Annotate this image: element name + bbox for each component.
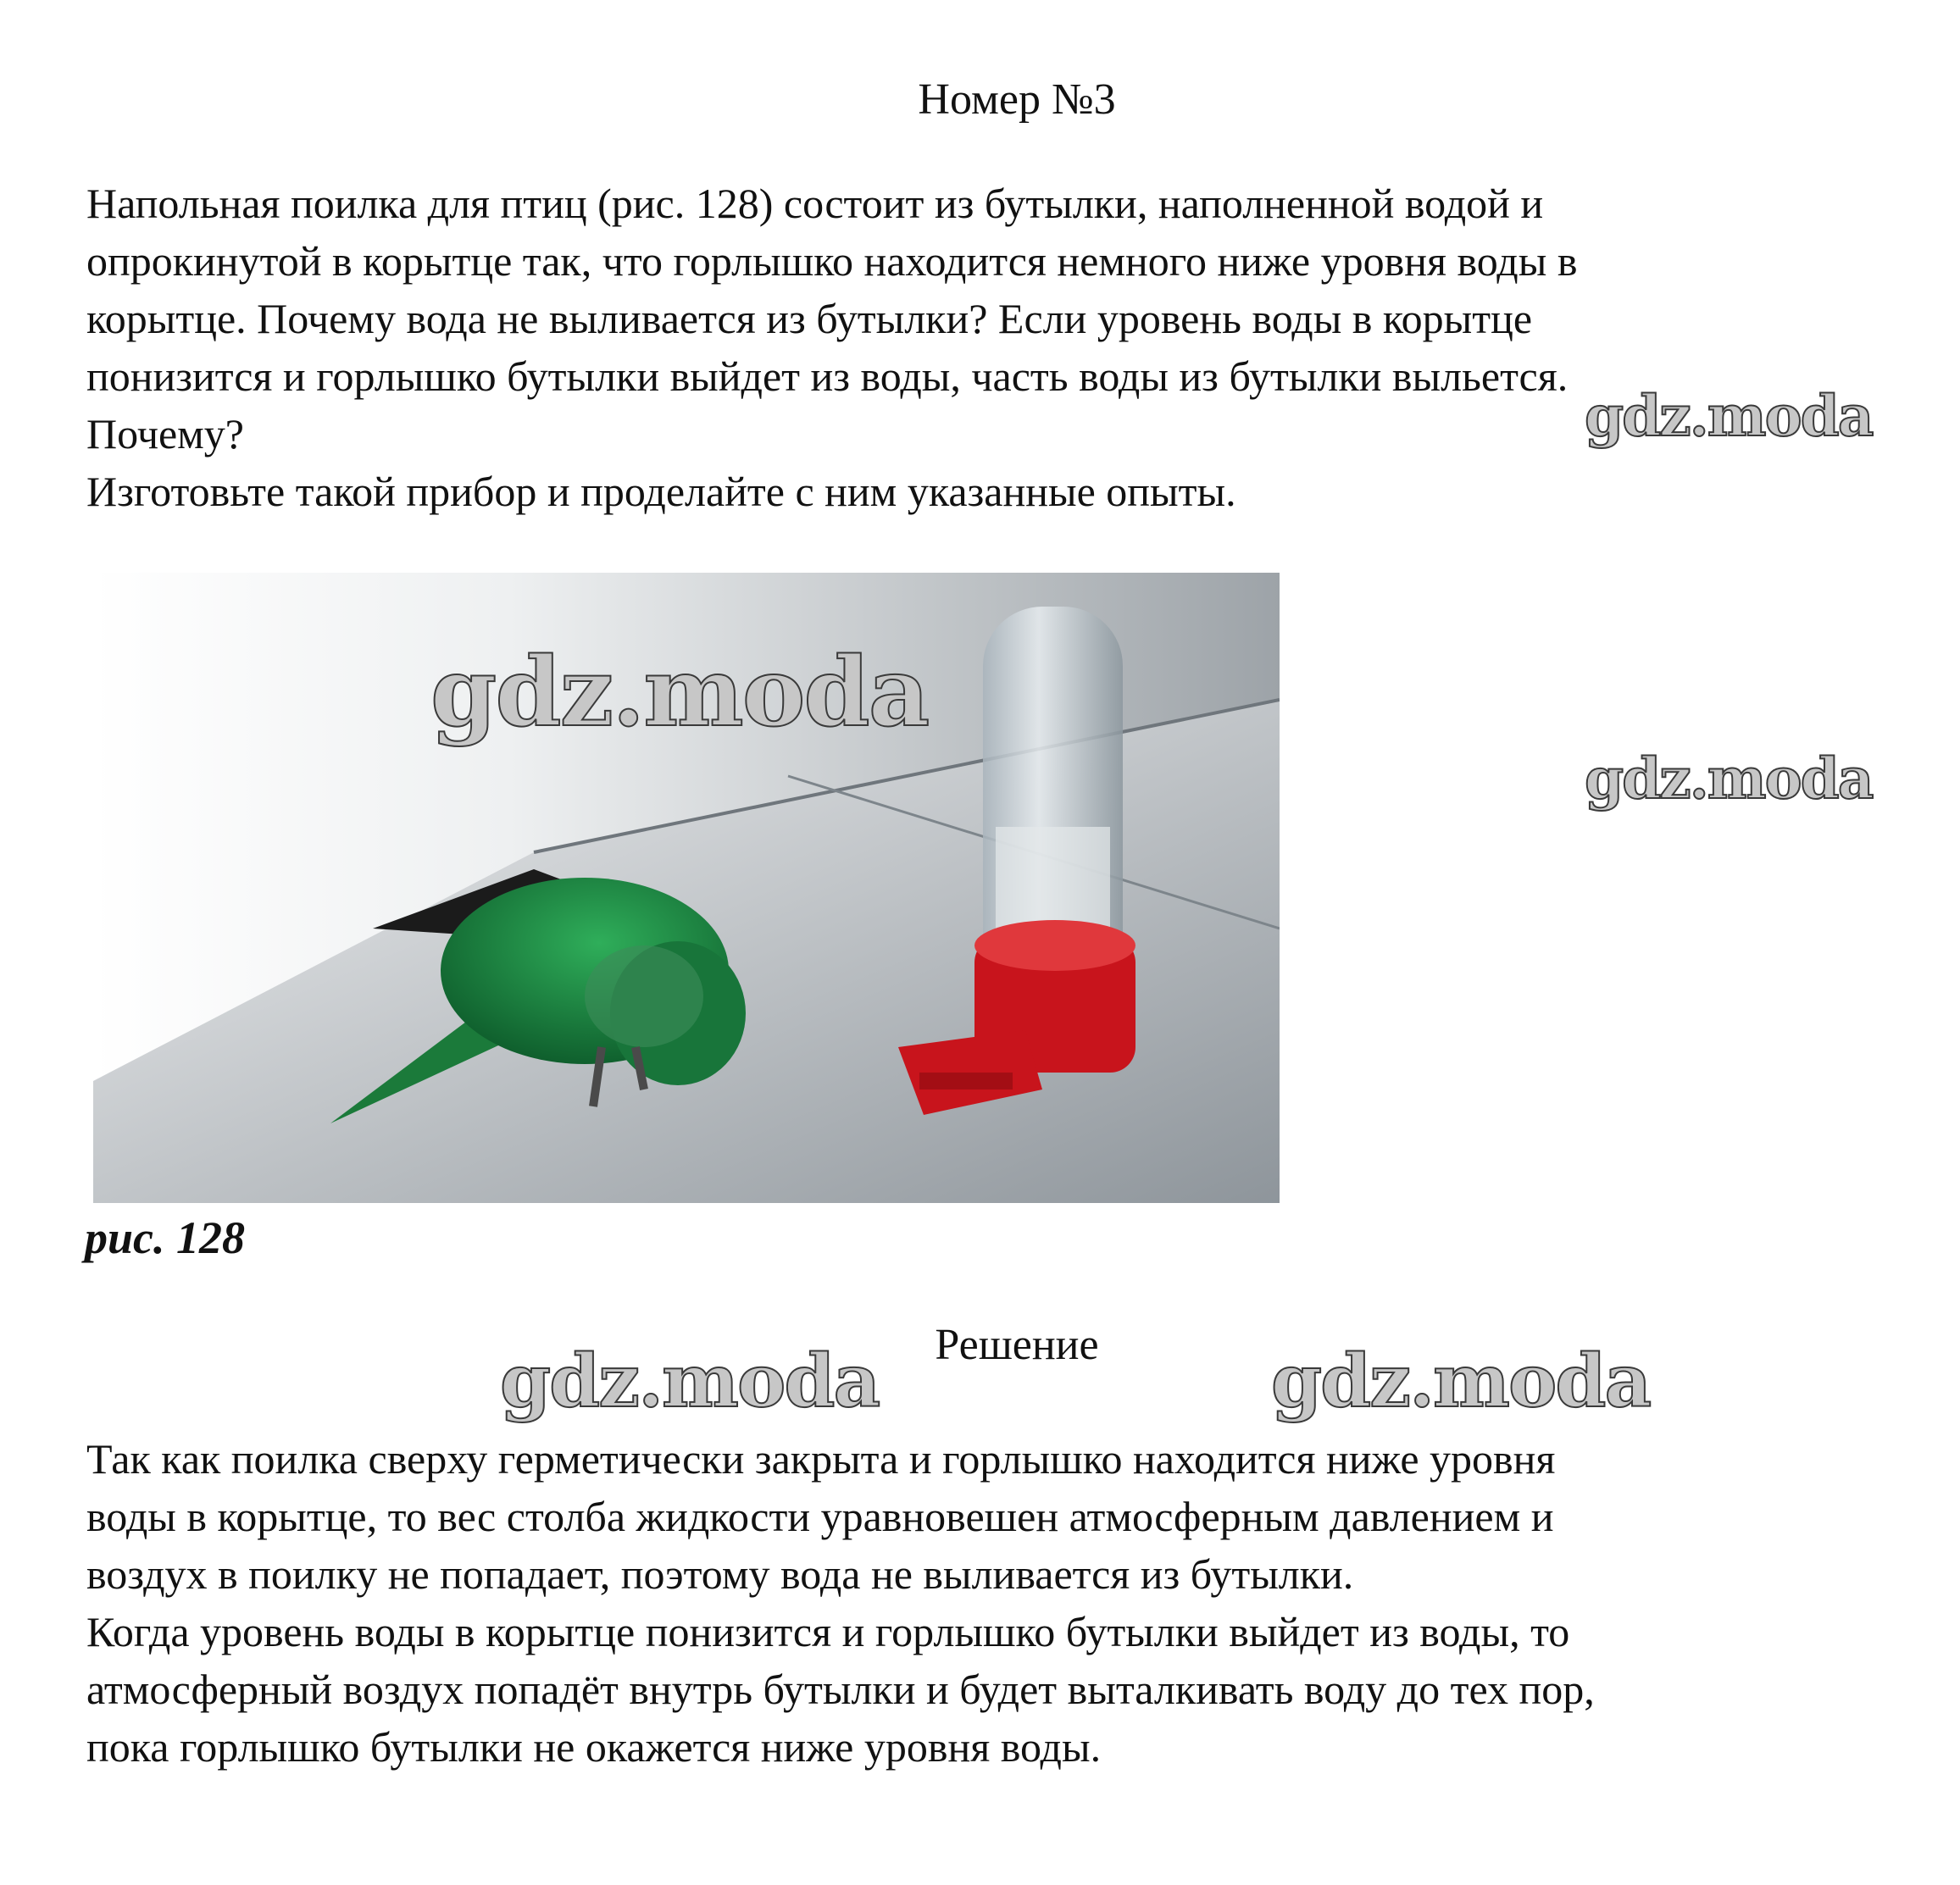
task-line: Напольная поилка для птиц (рис. 128) состоит из бутылки, наполненной водой и [86, 180, 1544, 227]
solution-line: Так как поилка сверху герметически закрыта и горлышко находится ниже уровня [86, 1435, 1556, 1483]
solution-line: атмосферный воздух попадёт внутрь бутылки и будет выталкивать воду до тех пор, [86, 1666, 1595, 1713]
watermark: gdz.moda [1271, 1339, 1651, 1424]
solution-heading: Решение [935, 1321, 1099, 1369]
watermark: gdz.moda [500, 1339, 880, 1424]
task-text [86, 175, 1951, 520]
watermark: gdz.moda [1585, 746, 1873, 812]
figure-caption: рис. 128 [85, 1212, 245, 1263]
task-line: понизится и горлышко бутылки выйдет из воды, часть воды из бутылки выльется. [86, 352, 1569, 400]
watermark: gdz.moda [1585, 383, 1873, 449]
solution-line: пока горлышко бутылки не окажется ниже уровня воды. [86, 1723, 1102, 1771]
solution-line: воды в корытце, то вес столба жидкости уравновешен атмосферным давлением и [86, 1493, 1554, 1540]
page-title: Номер №3 [918, 75, 1116, 124]
task-line: Изготовьте такой прибор и проделайте с ним указанные опыты. [86, 468, 1236, 515]
solution-line: воздух в поилку не попадает, поэтому вода не выливается из бутылки. [86, 1550, 1354, 1598]
watermark: gdz.moda [430, 637, 929, 748]
task-line: Почему? [86, 410, 244, 457]
solution-line: Когда уровень воды в корытце понизится и горлышко бутылки выйдет из воды, то [86, 1608, 1570, 1655]
solution-text [86, 1430, 1951, 1776]
task-line: корытце. Почему вода не выливается из бутылки? Если уровень воды в корытце [86, 295, 1533, 342]
task-line: опрокинутой в корытце так, что горлышко находится немного ниже уровня воды в [86, 237, 1578, 285]
